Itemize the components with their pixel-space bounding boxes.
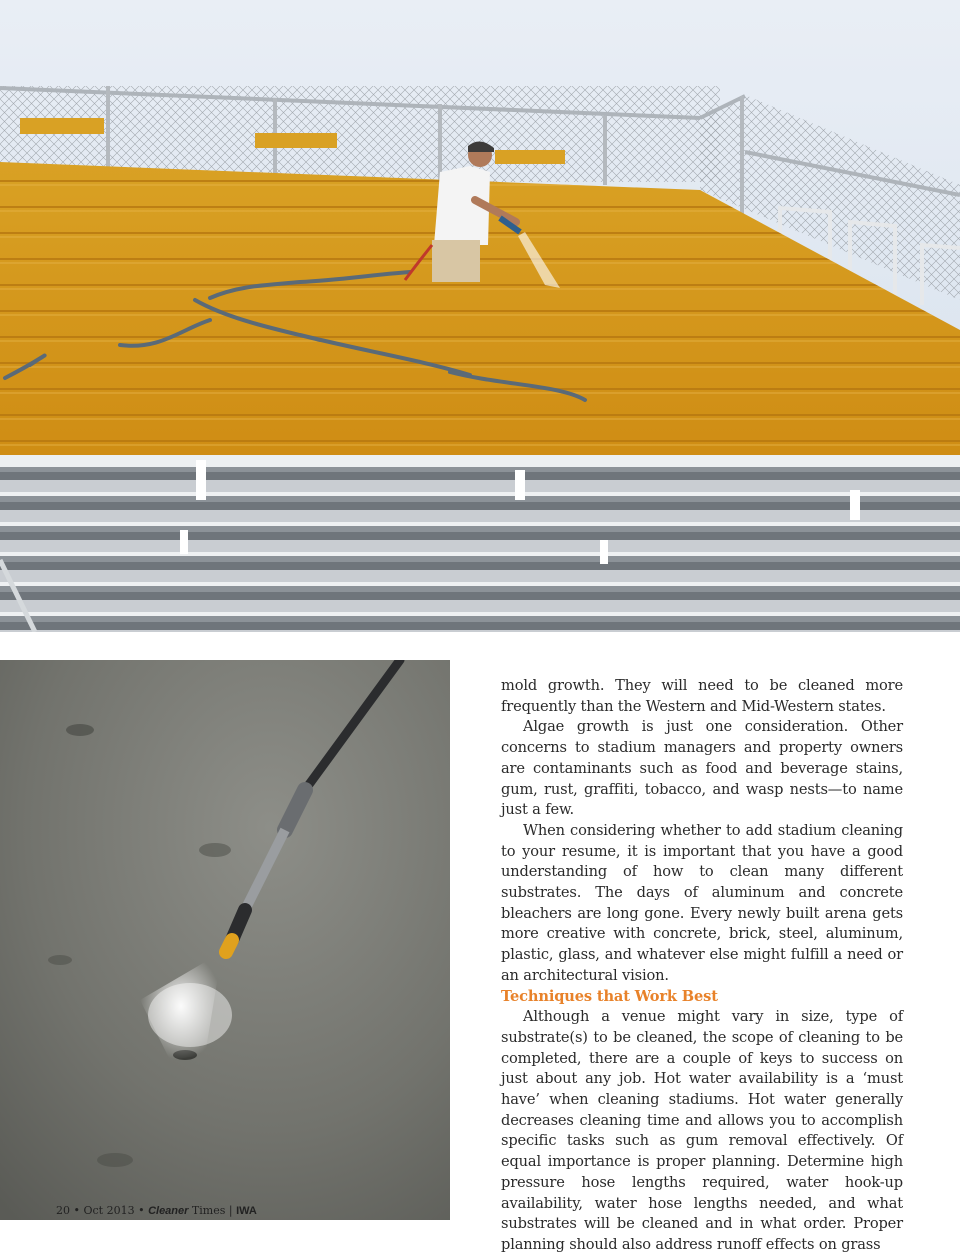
- page-footer: [56, 1204, 257, 1217]
- footer-separator: |: [225, 1204, 237, 1217]
- article-paragraph: When considering whether to add stadium cleaning to your resume, it is important that you have a good understanding of how to clean many different substrates. The days of aluminum and concrete bleachers are long gone. Every newly built arena gets more creative with concrete, brick, steel, aluminum, plastic, glass, and whatever else might fulfill a need or an architectural vision.: [501, 821, 903, 984]
- article-body: [501, 676, 903, 1256]
- article-paragraph: Although a venue might vary in size, type of substrate(s) to be cleaned, the scope of cleaning to be completed, there are a couple of keys to success on just about any job. Hot water availability is a ‘must have’ when cleaning stadiums. Hot water generally decreases cleaning time and allows you to accomplish specific tasks such as gum removal effectively. Of equal importance is proper planning. Determine high pressure hose lengths required, water hook-up availability, water hose lengths needed, and what substrates will be cleaned and in what order. Proper planning should also address runoff effects on grass: [501, 1008, 903, 1253]
- article-paragraph: Algae growth is just one consideration. Other concerns to stadium managers and property owners are contaminants such as food and beverage stains, gum, rust, graffiti, tobacco, and wasp nests—to name just a few.: [501, 718, 903, 819]
- footer-brand-iwa: IWA: [236, 1205, 257, 1217]
- footer-brand-cleaner: Cleaner: [148, 1205, 189, 1217]
- article-paragraph: mold growth. They will need to be cleaned more frequently than the Western and Mid-Western states.: [501, 677, 903, 715]
- pressure-washer-wand-photo: [0, 660, 450, 1220]
- section-heading: Techniques that Work Best: [501, 987, 718, 1005]
- footer-page-date: 20 • Oct 2013 •: [56, 1204, 149, 1217]
- footer-brand-times: Times: [188, 1204, 226, 1217]
